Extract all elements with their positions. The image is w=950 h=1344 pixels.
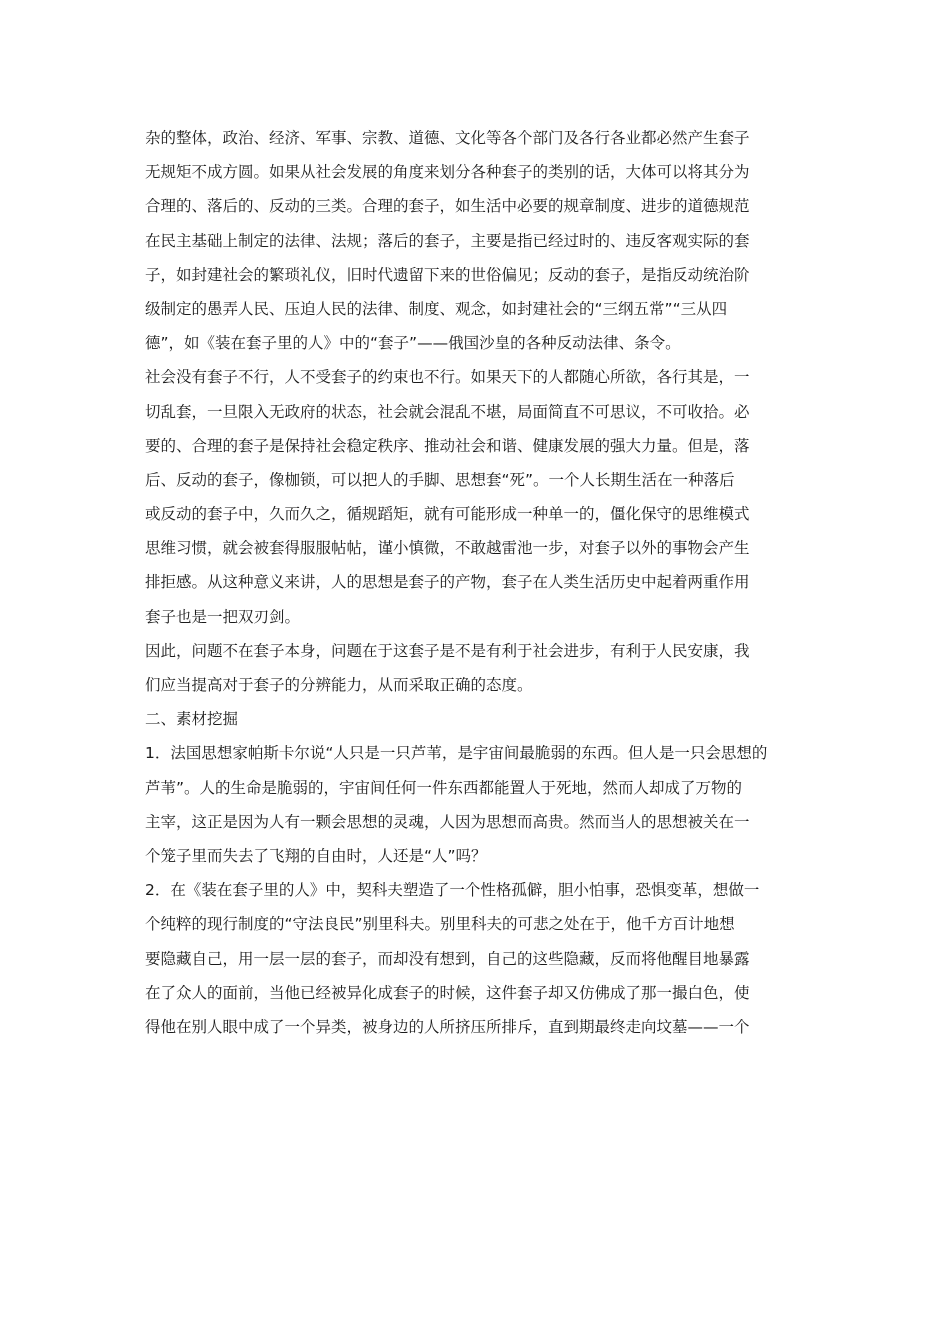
text-line: 后、反动的套子，像枷锁，可以把人的手脚、思想套“死”。一个人长期生活在一种落后 [145,470,735,489]
text-line: 个纯粹的现行制度的“守法良民”别里科夫。别里科夫的可悲之处在于，他千方百计地想 [145,915,735,934]
text-line: 或反动的套子中，久而久之，循规蹈矩，就有可能形成一种单一的，僵化保守的思维模式 [145,505,750,524]
text-line: 得他在别人眼中成了一个异类，被身边的人所挤压所排斥，直到期最终走向坟墓——一个 [145,1017,750,1036]
text-line: 2．在《装在套子里的人》中，契科夫塑造了一个性格孤僻，胆小怕事，恐惧变革，想做一 [145,881,760,900]
text-line: 切乱套，一旦限入无政府的状态，社会就会混乱不堪，局面简直不可思议，不可收拾。必 [145,402,750,421]
text-line: 套子也是一把双刃剑。 [145,607,301,626]
text-line: 要的、合理的套子是保持社会稳定秩序、推动社会和谐、健康发展的强大力量。但是，落 [145,436,750,455]
text-line: 主宰，这正是因为人有一颗会思想的灵魂，人因为思想而高贵。然而当人的思想被关在一 [145,812,750,831]
text-line: 杂的整体，政治、经济、军事、宗教、道德、文化等各个部门及各行各业都必然产生套子 [145,129,750,147]
text-line: 思维习惯，就会被套得服服帖帖，谨小慎微，不敢越雷池一步，对套子以外的事物会产生 [145,539,750,558]
text-line: 1．法国思想家帕斯卡尔说“人只是一只芦苇，是宇宙间最脆弱的东西。但人是一只会思想的 [145,744,768,763]
text-line: 芦苇”。人的生命是脆弱的，宇宙间任何一件东西都能置人于死地，然而人却成了万物的 [145,778,743,797]
text-line: 们应当提高对于套子的分辨能力，从而采取正确的态度。 [145,676,533,694]
text-line: 在民主基础上制定的法律、法规；落后的套子，主要是指已经过时的、违反客观实际的套 [145,231,750,250]
section-heading: 二、素材挖掘 [145,710,239,729]
text-line: 个笼子里而失去了飞翔的自由时，人还是“人”吗？ [145,846,487,865]
text-line: 在了众人的面前，当他已经被异化成套子的时候，这件套子却又仿佛成了那一撮白色，使 [145,983,750,1002]
text-line: 德”，如《装在套子里的人》中的“套子”——俄国沙皇的各种反动法律、条令。 [145,334,681,353]
text-line: 级制定的愚弄人民、压迫人民的法律、制度、观念，如封建社会的“三纲五常”“三从四 [145,299,728,318]
text-line: 无规矩不成方圆。如果从社会发展的角度来划分各种套子的类别的话，大体可以将其分为 [145,163,750,182]
text-line: 合理的、落后的、反动的三类。合理的套子，如生活中必要的规章制度、进步的道德规范 [145,197,750,216]
text-line: 要隐藏自己，用一层一层的套子，而却没有想到，自己的这些隐藏，反而将他醒目地暴露 [145,949,750,968]
document-body [145,121,810,1044]
text-line: 排拒感。从这种意义来讲，人的思想是套子的产物，套子在人类生活历史中起着两重作用 [145,573,750,592]
text-line: 因此，问题不在套子本身，问题在于这套子是不是有利于社会进步，有利于人民安康，我 [145,641,750,660]
text-line: 子，如封建社会的繁琐礼仪，旧时代遗留下来的世俗偏见；反动的套子，是指反动统治阶 [145,265,750,284]
text-line: 社会没有套子不行，人不受套子的约束也不行。如果天下的人都随心所欲，各行其是，一 [145,368,750,387]
